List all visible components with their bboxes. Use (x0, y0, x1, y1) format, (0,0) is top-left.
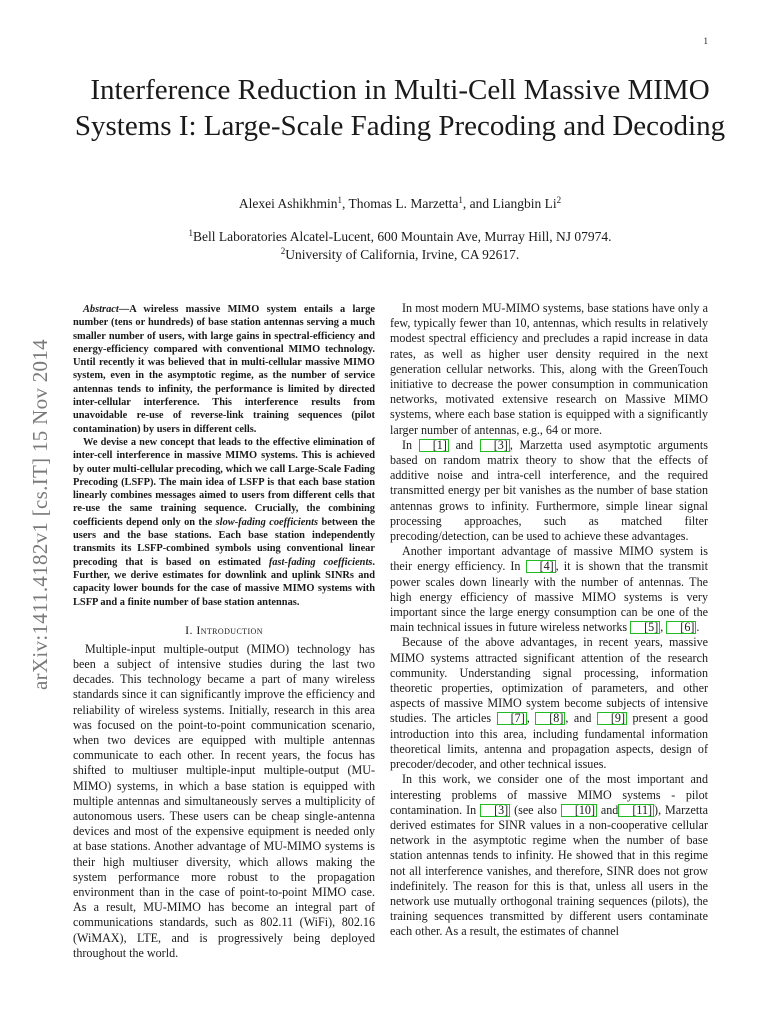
section-title: Introduction (196, 622, 263, 637)
body-text: , it is shown that the transmit power scales down linearly with the number of antennas. The high energy efficiency of massive MIMO systems is very important since the large energy consumption can be one of the main technical issues in future wireless networks (390, 559, 709, 635)
author-separator: , (342, 196, 349, 211)
author-list (70, 196, 730, 212)
body-text: and (448, 437, 480, 452)
section-heading (73, 623, 375, 638)
citation-link[interactable]: [1] (419, 439, 449, 452)
body-text: and (596, 802, 619, 817)
affiliation-text: University of California, Irvine, CA 92617. (285, 247, 520, 262)
affiliations (70, 228, 730, 264)
body-text: , (526, 711, 536, 726)
section-number: I. (185, 622, 193, 637)
author-affiliation-mark: 1 (337, 195, 342, 205)
affiliation-text: Bell Laboratories Alcatel-Lucent, 600 Mountain Ave, Murray Hill, NJ 07974. (192, 229, 612, 244)
affiliation-mark: 2 (280, 246, 286, 256)
affiliation-mark: 1 (188, 228, 193, 238)
citation-link[interactable]: [8] (535, 712, 565, 725)
abstract-text: between the users and the base stations. Each base station independently transmits its LSFP-combined symbols using conventional linear precoding that is based on estimated (73, 516, 376, 568)
author-name: Alexei Ashikhmin (238, 196, 338, 211)
page-number: 1 (703, 36, 708, 46)
citation-link[interactable]: [3] (480, 439, 510, 452)
intro-body (73, 642, 375, 961)
body-paragraph: In most modern MU-MIMO systems, base stations have only a few, typically fewer than 10, antennas, which results in relatively modest spectral efficiency and precludes a rapid increase in data rates, as well as higher user density required in the next generation cellular networks. This, along with the GreenTouch initiative to decrease the power consumption in communication networks, motivated extensive research on Massive MIMO systems, where each base station is equipped with a significantly larger number of antennas, e.g., 64 or more. (390, 301, 708, 437)
citation-link[interactable]: [7] (497, 712, 527, 725)
body-paragraph (390, 438, 708, 544)
citation-link[interactable]: [10] (561, 804, 597, 817)
citation-link[interactable]: [4] (526, 560, 556, 573)
body-text: , (660, 620, 667, 635)
affiliation-line (70, 228, 730, 246)
body-text: (see also (510, 802, 561, 817)
citation-link[interactable]: [11] (618, 804, 654, 817)
abstract-paragraph (73, 436, 375, 609)
abstract-emphasis: slow-fading coefficients (215, 516, 319, 528)
paper-title: Interference Reduction in Multi-Cell Massive MIMO Systems I: Large-Scale Fading Precoding and Decoding (74, 74, 726, 142)
left-column (73, 303, 375, 961)
body-paragraph (390, 772, 708, 939)
author-name: Liangbin Li (492, 196, 557, 211)
body-text: , Marzetta used asymptotic arguments based on random matrix theory to show that the effects of additive noise and intra-cell interference, and the required transmitted energy per bit vanishes as the number of base station antennas grows to infinity. Furthermore, simple linear signal processing approaches, such as matched filter precoding/detection, can be used to achieve these advantages. (390, 437, 708, 544)
body-text: In this work, we consider one of the most important and interesting problems of massive MIMO systems - pilot contamination. In (390, 772, 708, 817)
body-paragraph (390, 635, 708, 772)
citation-link[interactable]: [6] (666, 621, 696, 634)
citation-link[interactable]: [3] (480, 804, 510, 817)
abstract (73, 303, 375, 609)
body-text: In (402, 437, 419, 452)
abstract-paragraph (73, 303, 375, 436)
body-text: present a good introduction into this area, including fundamental information theoretical limits, antenna and propagation aspects, design of precoder/decoder, and other technical issues. (390, 711, 708, 772)
abstract-emphasis: fast-fading coefficients (268, 556, 373, 568)
affiliation-line (70, 246, 730, 264)
author-name: Thomas L. Marzetta (348, 196, 459, 211)
citation-link[interactable]: [5] (630, 621, 660, 634)
body-text: . (696, 620, 700, 635)
body-text: ), Marzetta derived estimates for SINR values in a non-cooperative cellular network in the asymptotic regime when the number of base station antennas tends to infinity. He showed that in this regime not all interference vanishes, and therefore, SINR does not grow indefinitely. The reason for this is that, unless all users in the network use mutually orthogonal training sequences (pilots), the training sequences transmitted by different users contaminate each other. As a result, the estimates of channel (390, 802, 708, 939)
body-text: , and (565, 711, 597, 726)
citation-link[interactable]: [9] (597, 712, 627, 725)
right-column (390, 301, 708, 940)
author-affiliation-mark: 1 (458, 195, 463, 205)
abstract-text: —A wireless massive MIMO system entails a large number (tens or hundreds) of base station antennas serving a much smaller number of users, with large gains in spectral-efficiency and energy-efficiency compared with conventional MIMO technology. Until recently it was believed that in multi-cellular massive MIMO system, even in the asymptotic regime, as the number of service antennas tends to infinity, the performance is limited by directed inter-cellular interference. This interference results from unavoidable re-use of reverse-link training sequences (pilot contamination) by users in different cells. (73, 304, 375, 435)
author-separator: , and (462, 196, 493, 211)
abstract-text: . Further, we derive estimates for downlink and uplink SINRs and capacity lower bounds for the case of massive MIMO systems with LSFP and a finite number of base station antennas. (73, 556, 375, 608)
abstract-text: We devise a new concept that leads to the effective elimination of inter-cell interference in massive MIMO systems. This is achieved by outer multi-cellular precoding, which we call Large-Scale Fading Precoding (LSFP). The main idea of LSFP is that each base station linearly combines messages aimed to users from different cells that re-use the same training sequence. Crucially, the combining coefficients depend only on the (73, 436, 375, 528)
body-paragraph (390, 544, 708, 635)
author-affiliation-mark: 2 (556, 195, 562, 205)
body-paragraph: Multiple-input multiple-output (MIMO) technology has been a subject of intensive studies during the last two decades. This technology became a part of many wireless standards since it can significantly improve the efficiency and reliability of wireless systems. Initially, research in this area was focused on the point-to-point communication scenario, when two devices are equipped with multiple antennas communicate to each other. In recent years, the focus has shifted to multiuser multiple-input multiple-output (MU-MIMO) systems, in which a base station is equipped with multiple antennas and simultaneously serves a multiplicity of autonomous users. These users can be cheap single-antenna devices and most of the expensive equipment is needed only at base stations. Another advantage of MU-MIMO systems is their high multiuser diversity, which allows making the system performance more robust to the propagation environment than in the case of point-to-point MIMO case. As a result, MU-MIMO has become an integral part of communications standards, such as 802.11 (WiFi), 802.16 (WiMAX), LTE, and is progressively being deployed throughout the world. (73, 641, 375, 960)
arxiv-stamp: arXiv:1411.4182v1 [cs.IT] 15 Nov 2014 (28, 339, 52, 690)
abstract-label: Abstract (83, 304, 119, 315)
body-text: Because of the above advantages, in recent years, massive MIMO systems attracted significant attention of the research community. Understanding signal processing, information theoretic properties, optimization of parameters, and other aspects of massive MIMO system become subjects of intensive studies. The articles (390, 635, 708, 726)
body-text: Another important advantage of massive MIMO system is their energy efficiency. In (390, 544, 708, 574)
